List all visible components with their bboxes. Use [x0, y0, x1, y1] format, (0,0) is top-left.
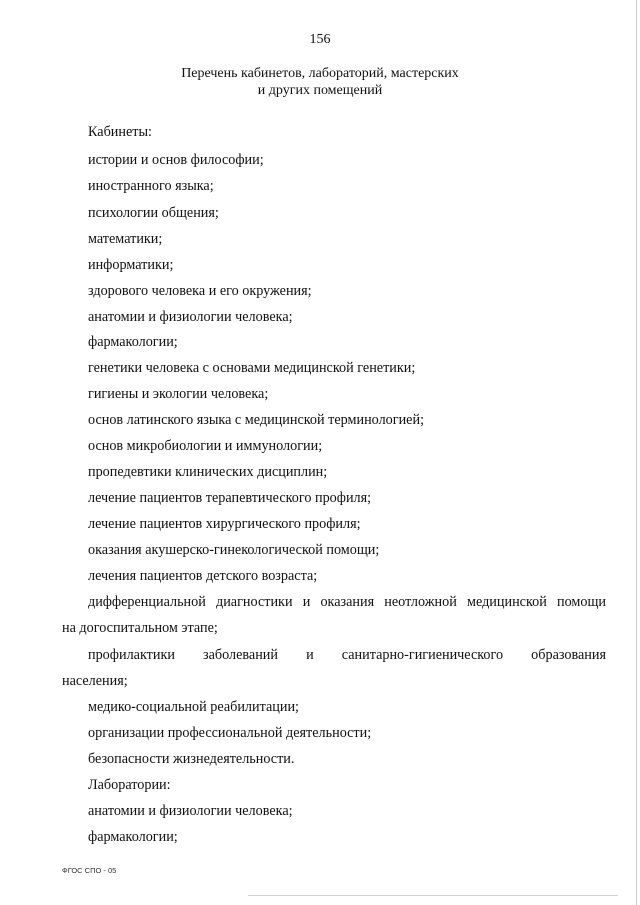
list-item: лечение пациентов терапевтического профиля;	[88, 490, 372, 506]
list-item: фармакологии;	[88, 829, 178, 845]
title-line-1: Перечень кабинетов, лабораторий, мастерских	[181, 66, 459, 81]
list-item: безопасности жизнедеятельности.	[88, 751, 295, 767]
list-item: здорового человека и его окружения;	[88, 283, 312, 299]
differential-line-2: на догоспитальном этапе;	[62, 620, 218, 636]
list-item: анатомии и физиологии человека;	[88, 803, 293, 819]
list-item: основ микробиологии и иммунологии;	[88, 438, 323, 454]
list-item: организации профессиональной деятельности;	[88, 725, 372, 741]
list-item: информатики;	[88, 257, 174, 273]
labs-heading: Лаборатории:	[88, 777, 171, 793]
title-line-2: и других помещений	[257, 83, 383, 98]
page-number: 156	[309, 32, 331, 47]
list-item: медико-социальной реабилитации;	[88, 699, 299, 715]
prevention-line-2: населения;	[62, 673, 128, 689]
list-item: математики;	[88, 231, 163, 247]
list-item: лечения пациентов детского возраста;	[88, 568, 318, 584]
differential-line-1: дифференциальной диагностики и оказания неотложной медицинской помощи	[88, 594, 606, 610]
list-item: анатомии и физиологии человека;	[88, 309, 293, 325]
list-item: иностранного языка;	[88, 178, 214, 194]
list-item: основ латинского языка с медицинской терминологией;	[88, 412, 425, 428]
list-item: лечение пациентов хирургического профиля;	[88, 516, 361, 532]
cabinets-heading: Кабинеты:	[88, 124, 152, 140]
page-title	[0, 65, 640, 99]
list-item: оказания акушерско-гинекологической помощи;	[88, 542, 380, 558]
list-item: гигиены и экологии человека;	[88, 386, 269, 402]
bottom-divider	[248, 895, 618, 896]
list-item: психологии общения;	[88, 205, 219, 221]
prevention-line-1: профилактики заболеваний и санитарно-гигиенического образования	[88, 647, 606, 663]
list-item: фармакологии;	[88, 334, 178, 350]
list-item: истории и основ философии;	[88, 152, 264, 168]
footer-standard: ФГОС СПО - 05	[62, 866, 117, 875]
list-item: пропедевтики клинических дисциплин;	[88, 464, 328, 480]
list-item: генетики человека с основами медицинской генетики;	[88, 360, 416, 376]
